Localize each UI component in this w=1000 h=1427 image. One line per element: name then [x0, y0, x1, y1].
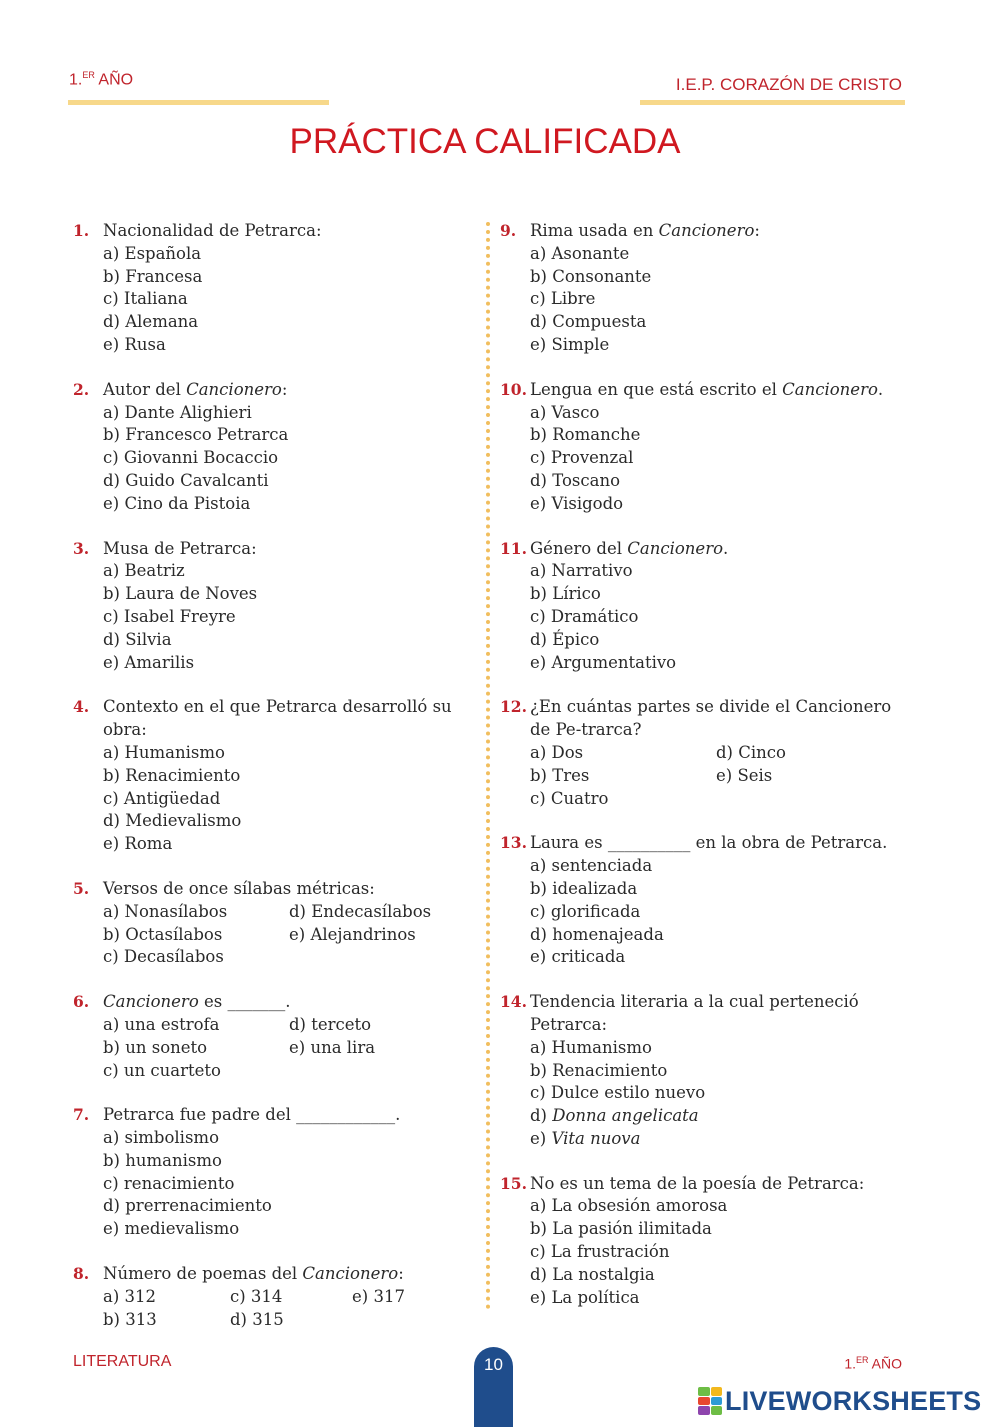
question-14: 14. Tendencia literaria a la cual perteneció Petrarca: a) Humanismo b) Renacimiento c) Dulce estilo nuevo d) Donna angelicata e) Vita nuova: [500, 991, 900, 1151]
option[interactable]: c) glorificada: [530, 901, 641, 921]
option[interactable]: b) humanismo: [103, 1150, 222, 1170]
left-column: [73, 220, 473, 1353]
question-15: 15. No es un tema de la poesía de Petrarca: a) La obsesión amorosa b) La pasión ilimitada c) La frustración d) La nostalgia e) La política: [500, 1173, 900, 1310]
page-number: 10: [474, 1347, 513, 1427]
option[interactable]: c) Giovanni Bocaccio: [103, 448, 279, 468]
liveworksheets-logo-icon: [698, 1387, 722, 1415]
option[interactable]: a) Humanismo: [103, 742, 225, 762]
option[interactable]: b) Francesco Petrarca: [103, 425, 289, 445]
option[interactable]: d) Endecasílabos: [289, 901, 432, 921]
footer-grade: 1.$^{ER}$ AÑO: [844, 1355, 902, 1372]
option[interactable]: d) Toscano: [530, 470, 621, 490]
question-12: 12. ¿En cuántas partes se divide el Cancionero de Pe-trarca? a) Dos d) Cinco b) Tres e) Seis c) Cuatro: [500, 696, 900, 810]
option[interactable]: d) Alemana: [103, 312, 199, 332]
option[interactable]: a) una estrofa: [103, 1014, 220, 1034]
option[interactable]: c) Decasílabos: [103, 947, 224, 967]
option[interactable]: a) Narrativo: [530, 561, 633, 581]
brand-text: LIVEWORKSHEETS: [725, 1385, 982, 1416]
question-5: 5. Versos de once sílabas métricas: a) Nonasílabos d) Endecasílabos b) Octasílabos e) Alejandrinos c) Decasílabos: [73, 878, 473, 969]
option[interactable]: a) Humanismo: [530, 1037, 652, 1057]
option[interactable]: d) La nostalgia: [530, 1264, 655, 1284]
option[interactable]: d) Épico: [530, 629, 600, 649]
option[interactable]: d) homenajeada: [530, 924, 664, 944]
option[interactable]: b) La pasión ilimitada: [530, 1219, 712, 1239]
question-9: 9. Rima usada en Cancionero: a) Asonante b) Consonante c) Libre d) Compuesta e) Simple: [500, 220, 900, 357]
question-11: 11. Género del Cancionero. a) Narrativo b) Lírico c) Dramático d) Épico e) Argumentativo: [500, 538, 900, 675]
option[interactable]: b) idealizada: [530, 878, 638, 898]
option[interactable]: b) Renacimiento: [530, 1060, 668, 1080]
option[interactable]: d) Cinco: [716, 742, 786, 762]
option[interactable]: c) 314: [230, 1286, 283, 1306]
liveworksheets-brand[interactable]: [698, 1384, 981, 1418]
option[interactable]: e) Seis: [716, 765, 773, 785]
question-2: 2. Autor del Cancionero: a) Dante Alighieri b) Francesco Petrarca c) Giovanni Bocaccio d) Guido Cavalcanti e) Cino da Pistoia: [73, 379, 473, 516]
option[interactable]: e) Alejandrinos: [289, 924, 416, 944]
option[interactable]: c) Dramático: [530, 606, 639, 626]
option[interactable]: c) La frustración: [530, 1242, 670, 1262]
option[interactable]: a) Vasco: [530, 402, 600, 422]
option[interactable]: d) terceto: [289, 1014, 372, 1034]
option[interactable]: a) simbolismo: [103, 1128, 220, 1148]
option[interactable]: d) Medievalismo: [103, 811, 242, 831]
option[interactable]: b) Octasílabos: [103, 924, 223, 944]
option[interactable]: c) Dulce estilo nuevo: [530, 1083, 706, 1103]
page-title: PRÁCTICA CALIFICADA: [289, 122, 681, 161]
option[interactable]: a) La obsesión amorosa: [530, 1196, 728, 1216]
option[interactable]: e) Cino da Pistoia: [103, 493, 251, 513]
option[interactable]: c) Libre: [530, 289, 596, 309]
option[interactable]: e) Rusa: [103, 334, 166, 354]
option[interactable]: a) Dos: [530, 742, 584, 762]
option[interactable]: b) 313: [103, 1309, 157, 1329]
option[interactable]: b) Francesa: [103, 266, 203, 286]
option[interactable]: e) Roma: [103, 834, 173, 854]
option[interactable]: e) Simple: [530, 334, 610, 354]
option[interactable]: e) medievalismo: [103, 1219, 240, 1239]
option[interactable]: e) una lira: [289, 1037, 376, 1057]
option[interactable]: b) Romanche: [530, 425, 641, 445]
option[interactable]: d) Donna angelicata: [530, 1106, 699, 1126]
question-text: Nacionalidad de Petrarca:: [103, 221, 322, 240]
option[interactable]: a) Beatriz: [103, 561, 185, 581]
option[interactable]: e) Argumentativo: [530, 652, 677, 672]
header-right-bar: [640, 100, 905, 105]
option[interactable]: a) sentenciada: [530, 856, 653, 876]
option[interactable]: a) Nonasílabos: [103, 901, 228, 921]
option[interactable]: c) renacimiento: [103, 1173, 235, 1193]
question-1: 1. Nacionalidad de Petrarca: a) Española b) Francesa c) Italiana d) Alemana e) Rusa: [73, 220, 473, 357]
option[interactable]: c) un cuarteto: [103, 1060, 221, 1080]
option[interactable]: a) Española: [103, 243, 202, 263]
option[interactable]: a) Dante Alighieri: [103, 402, 252, 422]
option[interactable]: d) prerrenacimiento: [103, 1196, 272, 1216]
header-school: I.E.P. CORAZÓN DE CRISTO: [675, 75, 902, 94]
option[interactable]: a) Asonante: [530, 243, 630, 263]
option[interactable]: e) Amarilis: [103, 652, 195, 672]
option[interactable]: e) 317: [352, 1286, 405, 1306]
option[interactable]: b) Laura de Noves: [103, 584, 258, 604]
question-3: 3. Musa de Petrarca: a) Beatriz b) Laura de Noves c) Isabel Freyre d) Silvia e) Amarilis: [73, 538, 473, 675]
option[interactable]: d) 315: [230, 1309, 284, 1329]
question-8: 8. Número de poemas del Cancionero: a) 312 c) 314 e) 317 b) 313 d) 315: [73, 1263, 473, 1331]
option[interactable]: b) Renacimiento: [103, 765, 241, 785]
option[interactable]: c) Antigüedad: [103, 788, 221, 808]
option[interactable]: b) Lírico: [530, 584, 601, 604]
option[interactable]: c) Italiana: [103, 289, 188, 309]
option[interactable]: e) La política: [530, 1287, 640, 1307]
option[interactable]: d) Guido Cavalcanti: [103, 470, 269, 490]
option[interactable]: e) criticada: [530, 947, 626, 967]
option[interactable]: b) Consonante: [530, 266, 652, 286]
option[interactable]: b) un soneto: [103, 1037, 208, 1057]
question-10: 10. Lengua en que está escrito el Cancionero. a) Vasco b) Romanche c) Provenzal d) Toscano e) Visigodo: [500, 379, 900, 516]
question-7: 7. Petrarca fue padre del ____________. a) simbolismo b) humanismo c) renacimiento d) prerrenacimiento e) medievalismo: [73, 1104, 473, 1241]
question-4: 4. Contexto en el que Petrarca desarrolló su obra: a) Humanismo b) Renacimiento c) Antigüedad d) Medievalismo e) Roma: [73, 696, 473, 856]
footer-subject: LITERATURA: [73, 1353, 172, 1370]
column-divider: [486, 222, 490, 1310]
option[interactable]: c) Provenzal: [530, 448, 634, 468]
option[interactable]: d) Silvia: [103, 629, 172, 649]
question-13: 13. Laura es __________ en la obra de Petrarca. a) sentenciada b) idealizada c) glorificada d) homenajeada e) criticada: [500, 832, 900, 969]
header-left-bar: [68, 100, 329, 105]
header-grade: 1.$^{ER}$ AÑO: [69, 70, 134, 89]
option[interactable]: c) Isabel Freyre: [103, 606, 236, 626]
right-column: [500, 220, 900, 1331]
option[interactable]: c) Cuatro: [530, 788, 609, 808]
option[interactable]: a) 312: [103, 1286, 157, 1306]
option[interactable]: b) Tres: [530, 765, 590, 785]
option[interactable]: e) Visigodo: [530, 493, 624, 513]
option[interactable]: e) Vita nuova: [530, 1128, 641, 1148]
option[interactable]: d) Compuesta: [530, 312, 647, 332]
question-6: 6. Cancionero es _______. a) una estrofa d) terceto b) un soneto e) una lira c) un cuarteto: [73, 991, 473, 1082]
